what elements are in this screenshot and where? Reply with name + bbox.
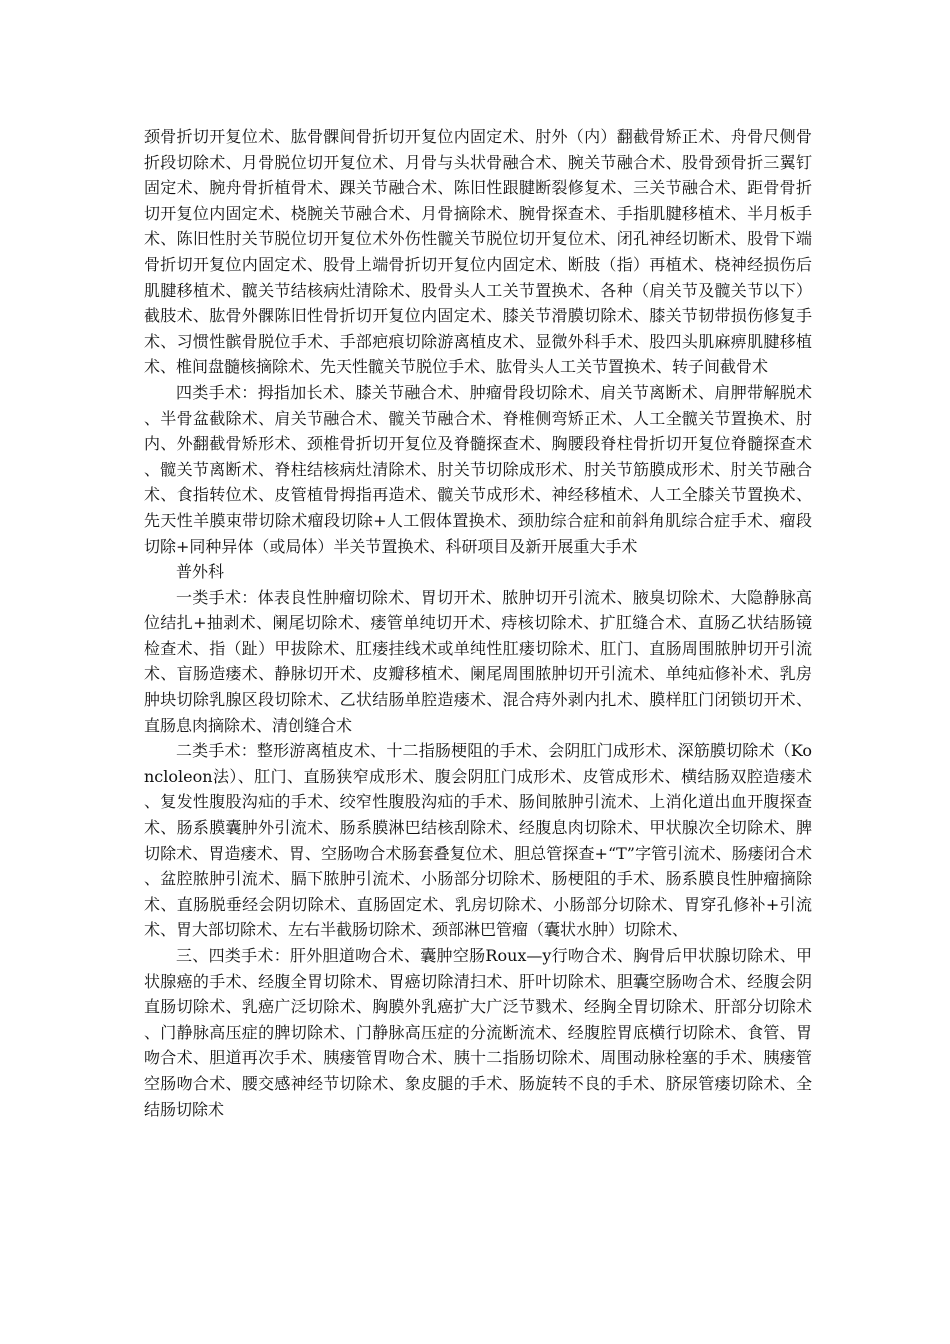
orthopedics-class-three-continued: 颈骨折切开复位术、肱骨髁间骨折切开复位内固定术、肘外（内）翻截骨矫正术、舟骨尺侧骨折段切除术、月骨脱位切开复位术、月骨与头状骨融合术、腕关节融合术、股骨颈骨折三翼钉固定术、腕舟骨折植骨术、踝关节融合术、陈旧性跟腱断裂修复术、三关节融合术、距骨骨折切开复位内固定术、桡腕关节融合术、月骨摘除术、腕骨探查术、手指肌腱移植术、半月板手术、陈旧性肘关节脱位切开复位术外伤性髋关节脱位切开复位术、闭孔神经切断术、股骨下端骨折切开复位内固定术、股骨上端骨折切开复位内固定术、断肢（指）再植术、桡神经损伤后肌腱移植术、髋关节结核病灶清除术、股骨头人工关节置换术、各种（肩关节及髋关节以下）截肢术、肱骨外髁陈旧性骨折切开复位内固定术、膝关节滑膜切除术、膝关节韧带损伤修复手术、习惯性髌骨脱位手术、手部疤痕切除游离植皮术、显微外科手术、股四头肌麻痹肌腱移植术、椎间盘髓核摘除术、先天性髋关节脱位手术、肱骨头人工关节置换术、转子间截骨术 xyxy=(144,127,812,377)
general-surgery-class-three-four: 三、四类手术：肝外胆道吻合术、囊肿空肠Roux—y行吻合术、胸骨后甲状腺切除术、甲状腺癌的手术、经腹全胃切除术、胃癌切除清扫术、肝叶切除术、胆囊空肠吻合术、经腹会阴直肠切除术、乳癌广泛切除术、胸膜外乳癌扩大广泛节戮术、经胸全胃切除术、肝部分切除术、门静脉高压症的脾切除术、门静脉高压症的分流断流术、经腹腔胃底横行切除术、食管、胃吻合术、胆道再次手术、胰瘘管胃吻合术、胰十二指肠切除术、周围动脉栓塞的手术、胰瘘管空肠吻合术、腰交感神经节切除术、象皮腿的手术、肠旋转不良的手术、脐尿管瘘切除术、全结肠切除术 xyxy=(144,946,812,1119)
general-surgery-class-two: 二类手术：整形游离植皮术、十二指肠梗阻的手术、会阴肛门成形术、深筋膜切除术（Koncloleon法）、肛门、直肠狭窄成形术、腹会阴肛门成形术、皮管成形术、横结肠双腔造瘘术、复发性腹股沟疝的手术、绞窄性腹股沟疝的手术、肠间脓肿引流术、上消化道出血开腹探查术、肠系膜囊肿外引流术、肠系膜淋巴结核刮除术、经腹息肉切除术、甲状腺次全切除术、脾切除术、胃造瘘术、胃、空肠吻合术肠套叠复位术、胆总管探查+“T”字管引流术、肠瘘闭合术、盆腔脓肿引流术、膈下脓肿引流术、小肠部分切除术、肠梗阻的手术、肠系膜良性肿瘤摘除术、直肠脱垂经会阴切除术、直肠固定术、乳房切除术、小肠部分切除术、胃穿孔修补+引流术、胃大部切除术、左右半截肠切除术、颈部淋巴管瘤（囊状水肿）切除术、 xyxy=(144,741,812,940)
section-heading-general-surgery: 普外科 xyxy=(176,562,225,582)
orthopedics-class-four: 四类手术：拇指加长术、膝关节融合术、肿瘤骨段切除术、肩关节离断术、肩胛带解脱术、半骨盆截除术、肩关节融合术、髋关节融合术、脊椎侧弯矫正术、人工全髋关节置换术、肘内、外翻截骨矫形术、颈椎骨折切开复位及脊髓探查术、胸腰段脊柱骨折切开复位脊髓探查术、髋关节离断术、脊柱结核病灶清除术、肘关节切除成形术、肘关节筋膜成形术、肘关节融合术、食指转位术、皮管植骨拇指再造术、髋关节成形术、神经移植术、人工全膝关节置换术、先天性羊膜束带切除术瘤段切除+人工假体置换术、颈肋综合症和前斜角肌综合症手术、瘤段切除+同种异体（或局体）半关节置换术、科研项目及新开展重大手术 xyxy=(144,382,812,556)
general-surgery-class-one: 一类手术：体表良性肿瘤切除术、胃切开术、脓肿切开引流术、腋臭切除术、大隐静脉高位结扎+抽剥术、阑尾切除术、瘘管单纯切开术、痔核切除术、扩肛缝合术、直肠乙状结肠镜检查术、指（趾）甲拔除术、肛瘘挂线术或单纯性肛瘘切除术、肛门、直肠周围脓肿切开引流术、盲肠造瘘术、静脉切开术、皮瓣移植术、阑尾周围脓肿切开引流术、单纯疝修补术、乳房肿块切除乳腺区段切除术、乙状结肠单腔造瘘术、混合痔外剥内扎术、膜样肛门闭锁切开术、直肠息肉摘除术、清创缝合术 xyxy=(144,587,812,735)
document-page xyxy=(144,124,812,1122)
